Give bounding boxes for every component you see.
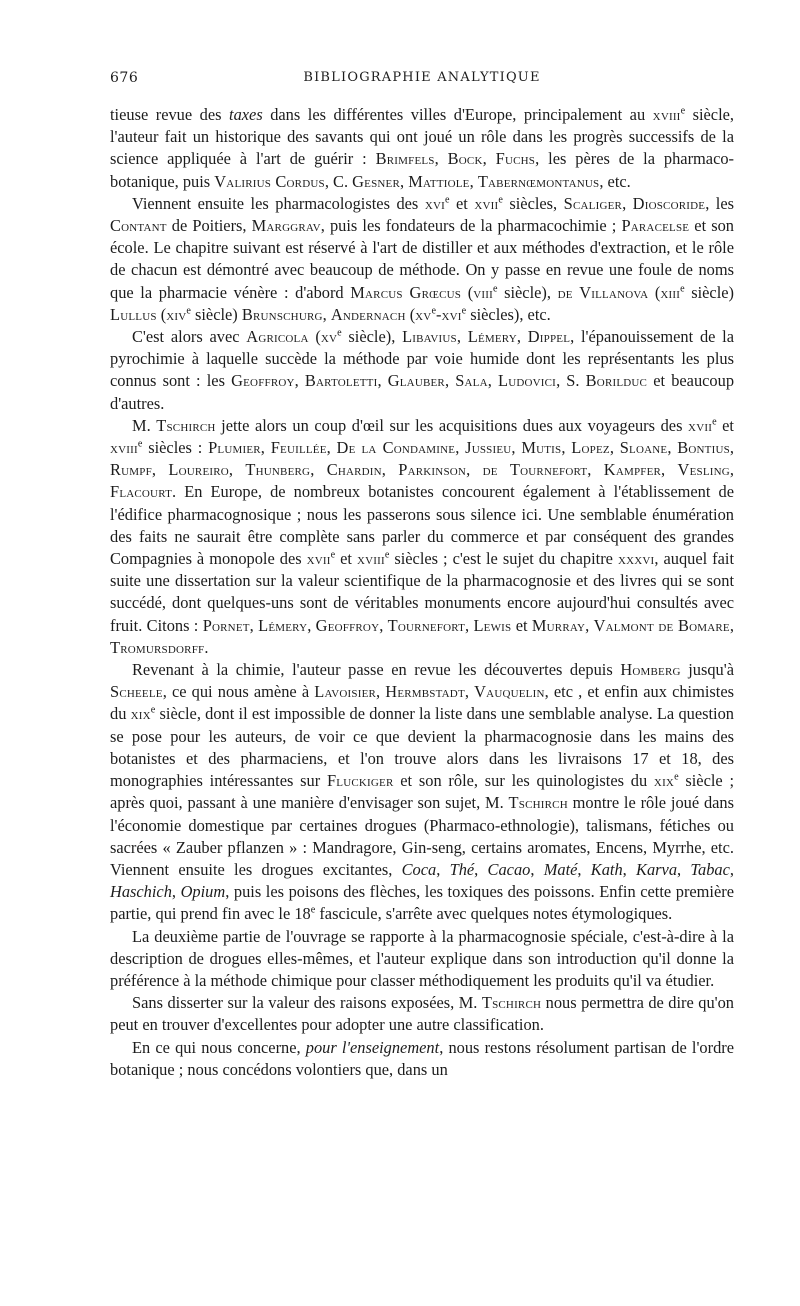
text-run: , — [455, 438, 466, 458]
text-run: Viennent ensuite les pharmacologistes des — [132, 193, 425, 213]
name-smallcaps: Lavoisier — [314, 682, 377, 702]
text-run: siècle), — [341, 327, 403, 347]
text-run: montre le rôle joué dans l'économie domestique par certaines drogues (Pharmaco-ethnologie), talismans, fétiches ou sacrées « Zauber pflanzen » : Mandragore, Gin-seng, certains aromates, Encens, Myrrhe, etc. Viennent ensuite les drogues excitantes, — [110, 793, 734, 879]
text-run: , — [577, 859, 591, 879]
name-smallcaps: xviii — [652, 105, 681, 124]
name-smallcaps: xiv — [166, 304, 187, 324]
name-smallcaps: Sloane — [619, 438, 668, 458]
name-smallcaps: Valirius Cordus — [214, 171, 325, 191]
name-smallcaps: Andernach — [330, 304, 406, 324]
text-run: , — [381, 460, 399, 480]
text-run: dans les différentes villes d'Europe, principalement au — [262, 105, 653, 124]
text-run: jusqu'à — [680, 660, 734, 680]
superscript: e — [330, 549, 336, 561]
name-smallcaps: xv — [415, 304, 432, 324]
name-smallcaps: xix — [653, 771, 675, 791]
superscript: e — [337, 327, 342, 339]
name-smallcaps: Bartoletti — [304, 371, 378, 391]
name-smallcaps: Geoffroy — [315, 615, 380, 635]
name-smallcaps: Scaliger — [563, 193, 623, 213]
superscript: e — [431, 305, 436, 317]
text-run: , — [379, 615, 388, 635]
italic-text: Kath — [590, 859, 623, 879]
name-smallcaps: Parkinson — [398, 460, 467, 480]
name-smallcaps: Sala — [455, 371, 488, 391]
italic-text: Karva — [636, 859, 678, 879]
text-run: , — [487, 371, 498, 391]
text-run: , les — [705, 193, 734, 213]
text-run: jette alors un coup d'œil sur les acquisitions dues aux voyageurs des — [215, 415, 689, 435]
text-run: , — [310, 460, 327, 480]
name-smallcaps: xvi — [441, 304, 462, 324]
superscript: e — [712, 416, 717, 428]
name-smallcaps: Plumier — [208, 438, 261, 458]
name-smallcaps: Valmont de Bomare — [593, 615, 730, 635]
name-smallcaps: Tournefort — [387, 615, 466, 635]
paragraph — [110, 326, 734, 415]
superscript: e — [137, 438, 143, 450]
paragraph — [110, 193, 734, 326]
text-run: , — [474, 859, 488, 879]
name-smallcaps: xvii — [688, 415, 713, 435]
text-run: , — [667, 438, 678, 458]
superscript: e — [186, 305, 191, 317]
text-run: , — [377, 371, 388, 391]
name-smallcaps: Geoffroy — [231, 371, 295, 391]
superscript: e — [150, 705, 156, 717]
text-run: et beaucoup d'autres. — [110, 371, 735, 413]
text-run: siècle, dont il est impossible de donner la liste dans une semblable analyse. La question se pose pour les auteurs, de voir ce que devient la pharmacognosie dans les mains des botanistes et des pharmaciens, et l'on trouve alors dans les livraisons 17 et 18, des monographies intéressantes sur — [110, 704, 734, 791]
name-smallcaps: Marggrav — [251, 216, 321, 236]
italic-text: Opium — [180, 882, 226, 902]
text-run: , — [171, 882, 181, 902]
name-smallcaps: xviii — [110, 438, 138, 458]
text-run: , — [466, 460, 483, 480]
text-run: , — [436, 859, 450, 879]
name-smallcaps: Tabernœmontanus — [477, 171, 600, 191]
name-smallcaps: Scheele — [110, 682, 163, 702]
text-run: , S. — [556, 371, 586, 391]
name-smallcaps: xvii — [474, 193, 499, 213]
superscript: e — [492, 283, 498, 295]
text-run: , — [465, 615, 474, 635]
text-run: , — [516, 327, 528, 347]
paragraph — [110, 992, 734, 1036]
text-run: C'est alors avec — [132, 327, 247, 347]
paragraph — [110, 104, 734, 193]
superscript: e — [674, 771, 679, 783]
name-smallcaps: Lémery — [467, 327, 517, 347]
text-run: , — [228, 460, 246, 480]
text-run: , — [622, 859, 637, 879]
name-smallcaps: Bock — [447, 149, 483, 169]
name-smallcaps: Vesling — [677, 460, 730, 480]
text-run: , — [482, 149, 496, 169]
text-run: siècles ; c'est le sujet du chapitre — [389, 549, 618, 569]
text-run: La deuxième partie de l'ouvrage se rapporte à la pharmacognosie spéciale, c'est-à-dire à la description de drogues elles-mêmes, et l'auteur explique dans son introduction qu'il donne la préférence à la méthode chimique pour classer méthodiquement les produits qu'il va étudier. — [110, 926, 734, 990]
text-run: tieuse revue des — [110, 105, 230, 124]
name-smallcaps: Dippel — [527, 327, 571, 347]
name-smallcaps: viii — [473, 282, 493, 302]
text-run: , — [469, 171, 478, 191]
text-run: , — [434, 149, 448, 169]
page-number: 676 — [110, 70, 139, 86]
superscript: e — [384, 549, 390, 561]
name-smallcaps: Contant — [110, 216, 167, 236]
text-run: siècle ; après quoi, passant à une manière d'envisager son sujet, M. — [110, 771, 735, 813]
text-run: , puis les poisons des flèches, les toxiques des poissons. Enfin cette première partie, qui prend fin avec le 18 — [110, 882, 734, 924]
name-smallcaps: Borilduc — [585, 371, 648, 391]
text-run: siècles, — [502, 193, 564, 213]
text-run: , — [444, 371, 456, 391]
name-smallcaps: Brunschurg — [241, 304, 323, 324]
text-run: , les pères de la pharmaco-botanique, puis — [110, 149, 734, 191]
text-run: et son école. Le chapitre suivant est réservé à l'art de distiller et aux méthodes d'extraction, et le rôle de chacun est démontré avec beaucoup de méthode. On y passe en revue une foule de noms que la pharmacie vénère : d'abord — [110, 216, 734, 302]
superscript: e — [680, 105, 686, 117]
text-run: et son rôle, sur les quinologistes du — [393, 771, 654, 791]
text-run: et — [449, 193, 475, 213]
name-smallcaps: Ludovici — [498, 371, 557, 391]
superscript: e — [310, 904, 316, 916]
text-run: . — [204, 637, 209, 657]
italic-text: Cacao — [487, 859, 531, 879]
name-smallcaps: Glauber — [387, 371, 445, 391]
text-run: , — [511, 438, 522, 458]
text-run: . En Europe, de nombreux botanistes concourent également à l'établissement de l'édifice pharmacognosique ; nous les passerons sous silence ici. Une semblable énumération des faits ne saurait être complète sans parler du commerce et par conséquent des grandes Compagnies à monopole des — [110, 482, 734, 569]
text-run: , — [561, 438, 572, 458]
name-smallcaps: Thunberg — [245, 460, 311, 480]
text-run: , — [729, 859, 734, 879]
italic-text: Thé — [449, 859, 475, 879]
name-smallcaps: Fluckiger — [326, 771, 394, 791]
name-smallcaps: de Villanova — [557, 282, 649, 302]
text-run: , — [661, 460, 678, 480]
name-smallcaps: Murray — [531, 615, 586, 635]
name-smallcaps: Libavius — [402, 327, 457, 347]
name-smallcaps: Lémery — [258, 615, 308, 635]
text-run: En ce qui nous concerne, — [132, 1037, 306, 1057]
text-run: siècle) — [684, 282, 734, 302]
name-smallcaps: xv — [320, 327, 338, 347]
name-smallcaps: Lopez — [571, 438, 610, 458]
text-run: , — [151, 460, 169, 480]
name-smallcaps: Vauquelin — [474, 682, 545, 702]
text-run: , ce qui nous amène à — [162, 682, 315, 702]
name-smallcaps: Mattiole — [408, 171, 470, 191]
italic-text: pour l'enseignement — [305, 1037, 440, 1057]
name-smallcaps: Chardin — [326, 460, 382, 480]
text-run: , puis les fondateurs de la pharmacochimie ; — [320, 216, 622, 236]
text-run: , — [260, 438, 271, 458]
name-smallcaps: Hermbstadt — [385, 682, 465, 702]
text-run: et — [716, 415, 734, 435]
name-smallcaps: Mutis — [521, 438, 562, 458]
italic-text: Haschich — [110, 882, 172, 902]
text-run: , — [322, 304, 331, 324]
paragraph — [110, 926, 734, 993]
name-smallcaps: Fuchs — [495, 149, 536, 169]
text-run: , — [294, 371, 305, 391]
text-run: siècles : — [142, 438, 209, 458]
text-run: et — [511, 615, 532, 635]
text-run: , — [400, 171, 409, 191]
text-run: nous permettra de dire qu'on peut en trouver d'excellentes pour adopter une autre classification. — [110, 993, 735, 1035]
superscript: e — [444, 194, 450, 206]
paragraph — [110, 659, 734, 925]
name-smallcaps: Rumpf — [110, 460, 152, 480]
name-smallcaps: xviii — [356, 549, 385, 569]
superscript: e — [680, 283, 685, 295]
text-run: Revenant à la chimie, l'auteur passe en revue les découvertes depuis — [132, 660, 621, 680]
text-run: Sans disserter sur la valeur des raisons exposées, M. — [132, 993, 482, 1013]
text-run: ( — [648, 282, 661, 302]
name-smallcaps: de Tournefort — [482, 460, 588, 480]
text-run: , — [677, 859, 691, 879]
name-smallcaps: Pornet — [202, 615, 250, 635]
italic-text: Maté — [543, 859, 578, 879]
name-smallcaps: Homberg — [620, 660, 681, 680]
superscript: e — [498, 194, 503, 206]
italic-text: Tabac — [690, 859, 730, 879]
name-smallcaps: Feuillée — [270, 438, 327, 458]
name-smallcaps: Jussieu — [465, 438, 512, 458]
paragraph — [110, 1037, 734, 1081]
name-smallcaps: xix — [130, 704, 151, 724]
text-run: , — [622, 193, 633, 213]
name-smallcaps: xxxvi — [617, 549, 655, 569]
text-run: , l'épanouissement de la pyrochimie à laquelle succède la méthode par voie humide dont les représentants les plus connus sont : les — [110, 327, 735, 391]
name-smallcaps: Kampfer — [603, 460, 662, 480]
text-run: , auquel fait suite une dissertation sur la valeur scientifique de la pharmacognosie et des livres qui se sont succédé, dont quelques-uns sont de véritables monuments encore aujourd'hui consultés avec fruit. Citons : — [110, 549, 735, 635]
text-run: , — [456, 327, 468, 347]
name-smallcaps: Paracelse — [621, 216, 690, 236]
text-run: et — [335, 549, 357, 569]
name-smallcaps: Lullus — [110, 304, 157, 324]
text-run: M. — [132, 415, 157, 435]
text-run: , etc , et enfin aux chimistes du — [110, 682, 734, 724]
name-smallcaps: Agricola — [246, 327, 309, 347]
text-run: , etc. — [599, 171, 631, 191]
text-run: de Poitiers, — [166, 216, 252, 236]
text-run: ( — [156, 304, 167, 324]
italic-text: taxes — [229, 105, 263, 124]
name-smallcaps: Flacourt — [110, 482, 172, 502]
name-smallcaps: Marcus Grœcus — [350, 282, 462, 302]
name-smallcaps: Brimfels — [375, 149, 435, 169]
italic-text: Coca — [401, 859, 437, 879]
name-smallcaps: De la Condamine — [336, 438, 456, 458]
name-smallcaps: Loureiro — [168, 460, 229, 480]
text-run: , — [585, 615, 594, 635]
text-run: siècles), etc. — [466, 304, 551, 324]
name-smallcaps: Tschirch — [508, 793, 568, 813]
name-smallcaps: Tschirch — [156, 415, 216, 435]
name-smallcaps: Tromursdorff — [110, 637, 205, 657]
name-smallcaps: Dioscoride — [632, 193, 706, 213]
text-run: ( — [308, 327, 321, 347]
text-run: , — [587, 460, 604, 480]
text-run: , — [729, 615, 734, 635]
text-run: siècle), — [497, 282, 558, 302]
paragraph — [110, 415, 734, 659]
text-run: , — [609, 438, 620, 458]
running-title: BIBLIOGRAPHIE ANALYTIQUE — [303, 70, 541, 85]
page-header — [110, 70, 734, 94]
name-smallcaps: Bontius — [677, 438, 730, 458]
text-run: ( — [405, 304, 416, 324]
text-run: , — [249, 615, 259, 635]
name-smallcaps: xvi — [424, 193, 445, 213]
text-run: fascicule, s'arrête avec quelques notes étymologiques. — [315, 904, 673, 924]
text-run: siècle) — [190, 304, 242, 324]
text-run: , — [307, 615, 316, 635]
text-run: , — [464, 682, 475, 702]
text-run: , — [530, 859, 544, 879]
name-smallcaps: xvii — [306, 549, 331, 569]
name-smallcaps: Gesner — [352, 171, 401, 191]
name-smallcaps: Lewis — [473, 615, 512, 635]
text-run: , — [729, 460, 734, 480]
body-text — [110, 104, 734, 1081]
text-run: siècle, l'auteur fait un historique des savants qui ont joué un rôle dans les progrès successifs de la science appliquée à l'art de guérir : — [110, 105, 734, 169]
text-run: , C. — [324, 171, 353, 191]
text-run: , — [729, 438, 735, 458]
text-run: - — [435, 304, 442, 324]
name-smallcaps: Tschirch — [481, 993, 542, 1013]
superscript: e — [461, 305, 467, 317]
text-run: , — [326, 438, 337, 458]
text-run: ( — [461, 282, 474, 302]
name-smallcaps: xiii — [660, 282, 681, 302]
text-run: , nous restons résolument partisan de l'ordre botanique ; nous concédons volontiers que, dans un — [110, 1037, 734, 1079]
text-run: , — [376, 682, 386, 702]
